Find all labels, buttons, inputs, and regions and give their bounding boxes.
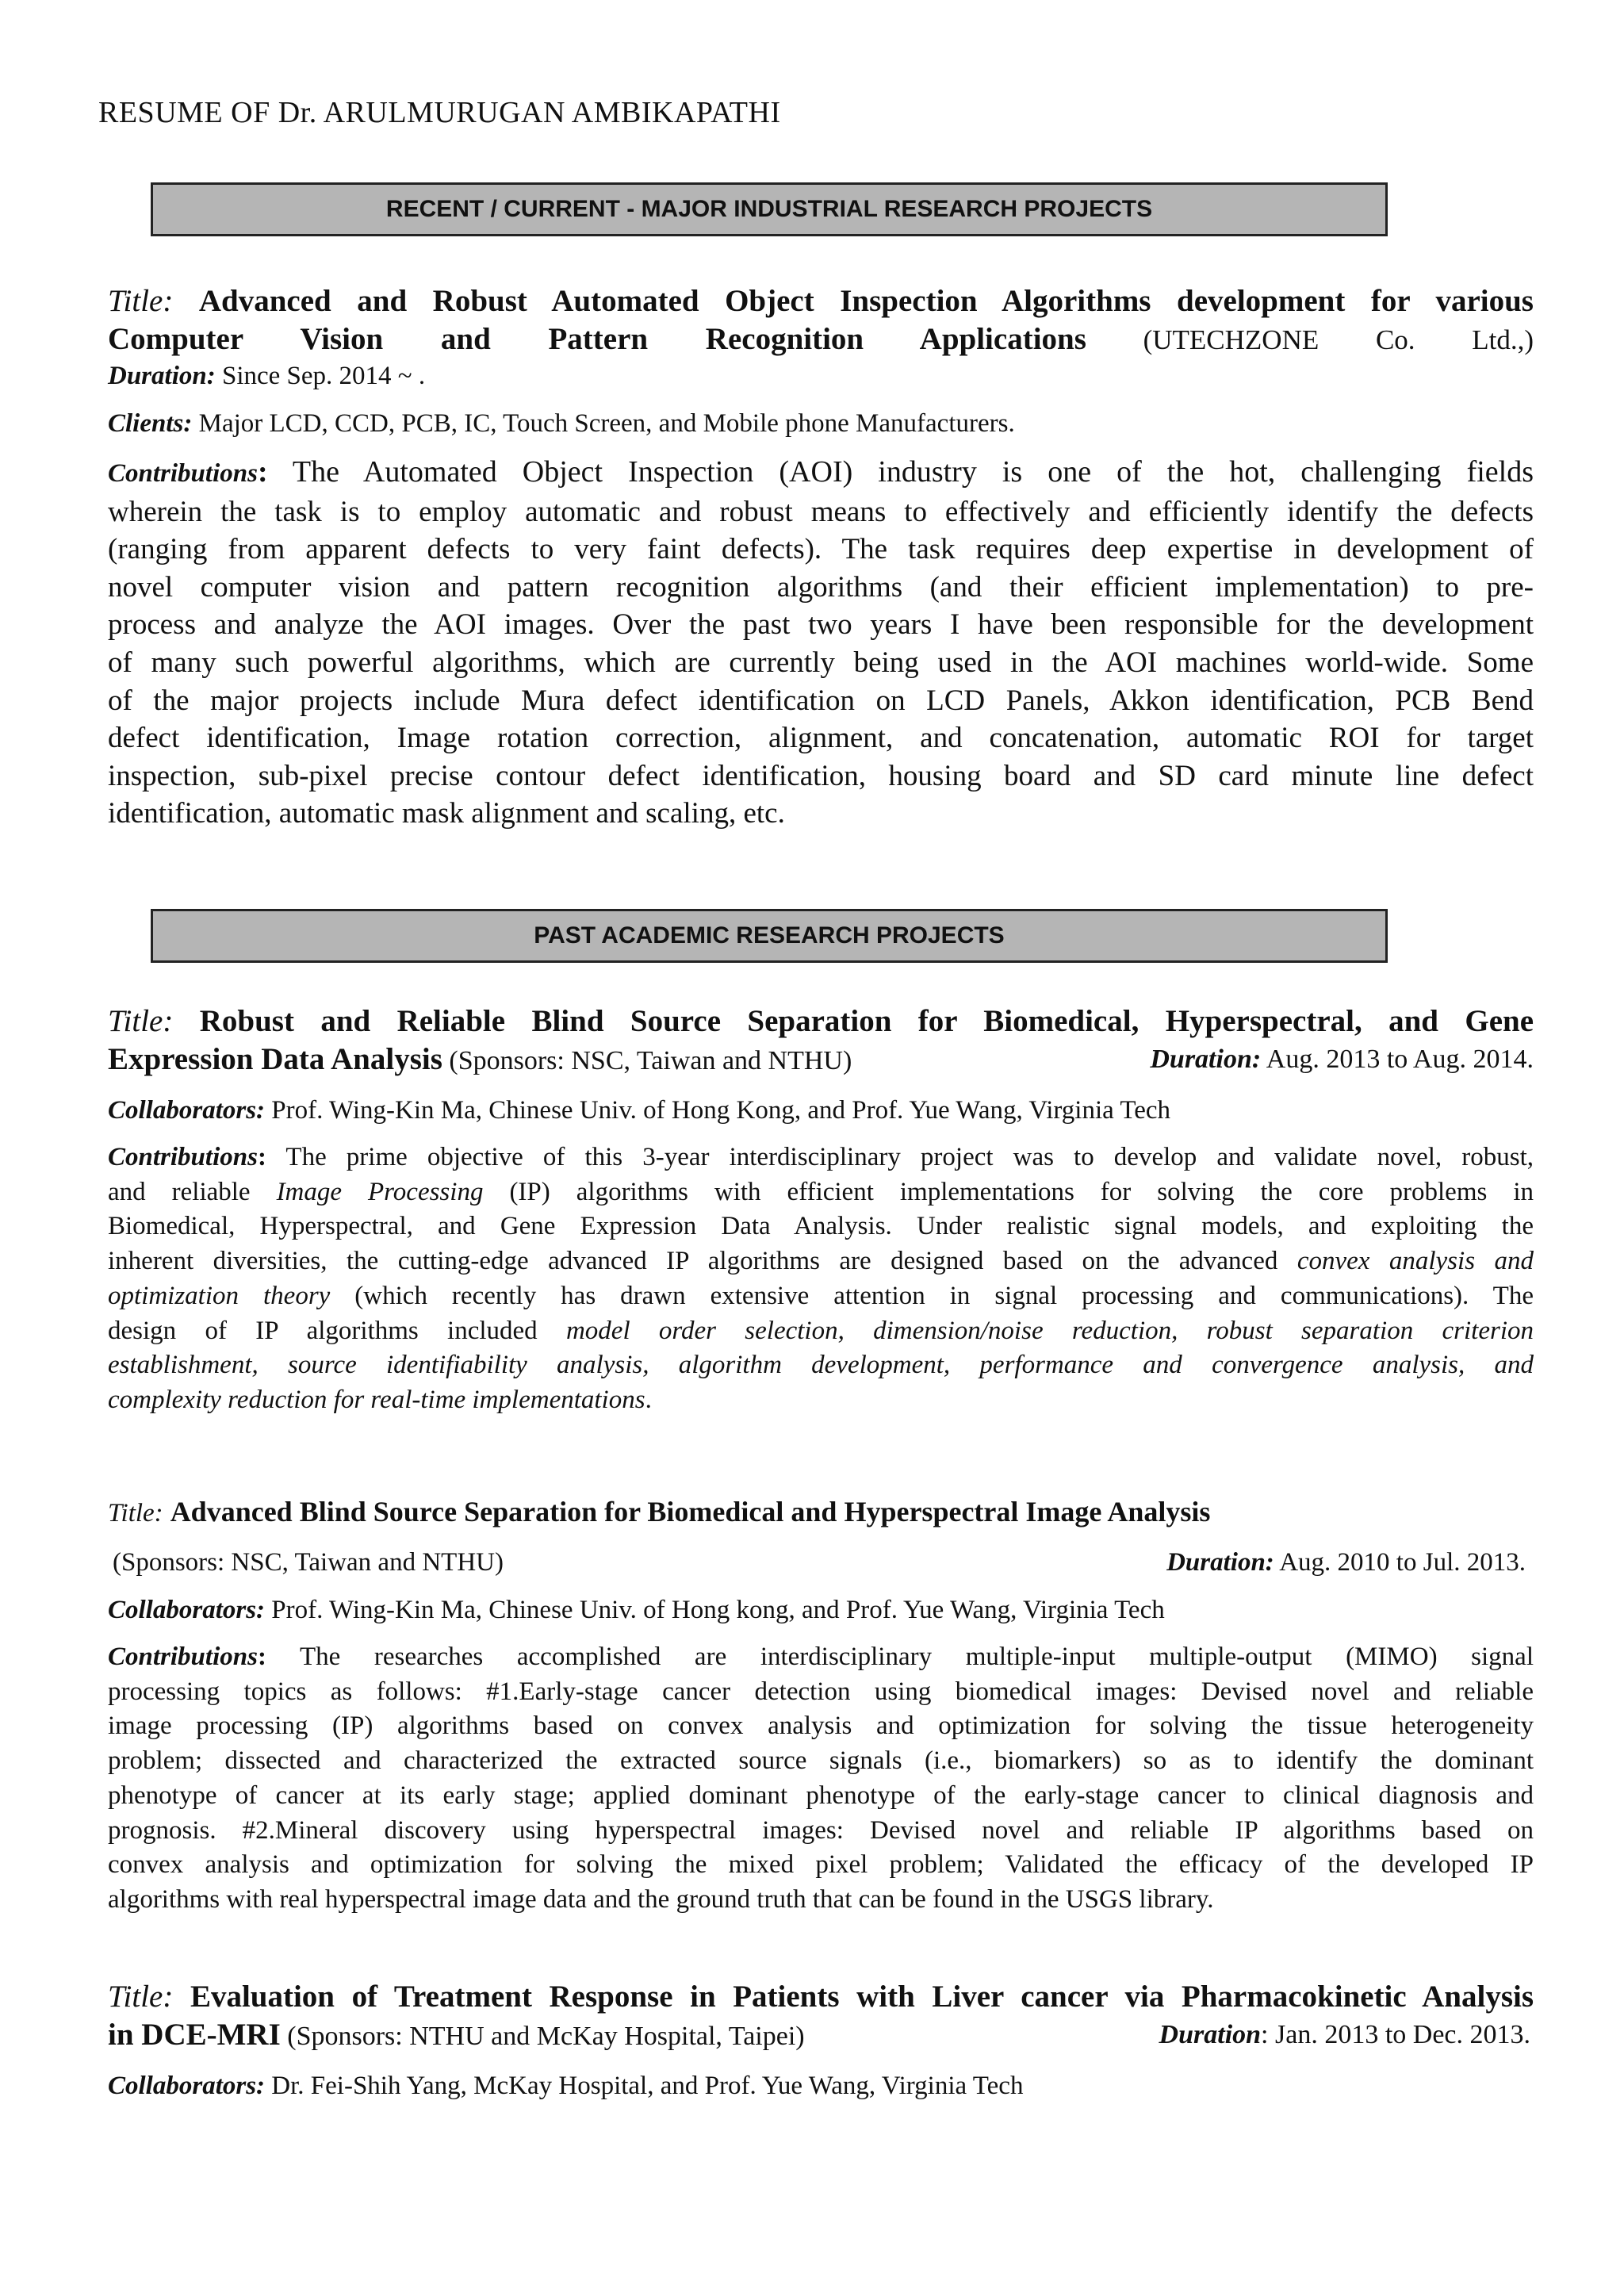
contributions-label: Contributions <box>108 459 258 488</box>
project-title: Computer Vision and Pattern Recognition Applications <box>108 322 1086 356</box>
project-title-line <box>108 1041 1534 1080</box>
project-title-line <box>108 1978 1534 2016</box>
contributions-block: Contributions: The Automated Object Inspection (AOI) industry is one of the hot, challenging fields wherein the task is to employ automatic and robust means to effectively and efficiently identify the defects (ranging from apparent defects to very faint defects). The task requires deep expertise in development of novel computer vision and pattern recognition algorithms (and their efficient implementation) to pre- process and analyze the AOI images. Over the past two years I have been responsible for the development of many such powerful algorithms, which are currently being used in the AOI machines world-wide. Some of the major projects include Mura defect identification on LCD Panels, Akkon identification, PCB Bend defect identification, Image rotation correction, alignment, and concatenation, automatic ROI for target inspection, sub-pixel precise contour defect identification, housing board and SD card minute line defect identification, automatic mask alignment and scaling, etc. <box>108 455 1534 830</box>
collaborators-value: Dr. Fei-Shih Yang, McKay Hospital, and Prof. Yue Wang, Virginia Tech <box>265 2072 1024 2100</box>
document-title: RESUME OF Dr. ARULMURUGAN AMBIKAPATHI <box>98 96 781 129</box>
title-label: Title: <box>108 1499 163 1527</box>
project-sponsors: (Sponsors: NTHU and McKay Hospital, Taipei) <box>280 2022 805 2051</box>
project-title: Advanced and Robust Automated Object Inspection Algorithms development for various <box>198 284 1534 318</box>
duration-value: Since Sep. 2014 ~ . <box>215 362 426 390</box>
collaborators-line <box>108 1093 1534 1128</box>
project-title-line <box>108 1002 1534 1041</box>
clients-value: Major LCD, CCD, PCB, IC, Touch Screen, and Mobile phone Manufacturers. <box>192 409 1015 438</box>
duration-line <box>108 358 1534 393</box>
project-title-line <box>108 1493 1534 1532</box>
title-label: Title: <box>108 284 174 318</box>
project-sponsors: (Sponsors: NSC, Taiwan and NTHU) <box>113 1548 504 1577</box>
project-liver-cancer <box>108 1978 1534 2103</box>
sponsors-duration-line <box>108 1545 1534 1580</box>
contributions-label: Contributions <box>108 1642 258 1671</box>
title-label: Title: <box>108 1980 174 2014</box>
project-advanced-bss <box>108 1493 1534 1918</box>
collaborators-line <box>108 2068 1534 2103</box>
duration-label: Duration: <box>1166 1548 1274 1577</box>
clients-label: Clients: <box>108 409 193 438</box>
section-header-industrial: RECENT / CURRENT - MAJOR INDUSTRIAL RESEARCH PROJECTS <box>151 182 1388 236</box>
duration-value: Aug. 2013 to Aug. 2014. <box>1261 1045 1534 1074</box>
duration-label: Duration: <box>108 362 216 390</box>
contributions-block: Contributions: The researches accomplished are interdisciplinary multiple-input multiple-output (MIMO) signal processing topics as follows: #1.Early-stage cancer detection using biomedical images: Devised novel and reliable image processing (IP) algorithms based on convex analysis and optimization for solving the tissue heterogeneity problem; dissected and characterized the extracted source signals (i.e., biomarkers) so as to identify the dominant phenotype of cancer at its early stage; applied dominant phenotype of the early-stage cancer to clinical diagnosis and prognosis. #2.Mineral discovery using hyperspectral images: Devised novel and reliable IP algorithms based on convex analysis and optimization for solving the mixed pixel problem; Validated the efficacy of the developed IP algorithms with real hyperspectral image data and the ground truth that can be found in the USGS library. <box>108 1642 1534 1914</box>
collaborators-label: Collaborators: <box>108 1596 266 1624</box>
project-title: Expression Data Analysis <box>108 1042 442 1076</box>
collaborators-label: Collaborators: <box>108 1096 266 1125</box>
section-header-academic: PAST ACADEMIC RESEARCH PROJECTS <box>151 909 1388 963</box>
collaborators-value: Prof. Wing-Kin Ma, Chinese Univ. of Hong kong, and Prof. Yue Wang, Virginia Tech <box>265 1596 1165 1624</box>
project-aoi <box>108 282 1534 833</box>
duration-label: Duration: <box>1150 1045 1262 1074</box>
collaborators-line <box>108 1593 1534 1627</box>
project-title: Robust and Reliable Blind Source Separation for Biomedical, Hyperspectral, and Gene <box>199 1004 1534 1038</box>
project-title: in DCE-MRI <box>108 2018 281 2052</box>
project-title: Evaluation of Treatment Response in Patients with Liver cancer via Pharmacokinetic Analysis <box>190 1980 1534 2014</box>
project-robust-bss <box>108 1002 1534 1418</box>
project-title-line <box>108 320 1534 358</box>
project-title-line <box>108 2016 1534 2056</box>
project-title-line <box>108 282 1534 320</box>
project-organization: (UTECHZONE Co. Ltd.,) <box>1086 324 1534 355</box>
project-title: Advanced Blind Source Separation for Biomedical and Hyperspectral Image Analysis <box>170 1496 1211 1527</box>
duration-label: Duration <box>1159 2020 1262 2049</box>
contributions-label: Contributions <box>108 1143 258 1171</box>
collaborators-label: Collaborators: <box>108 2072 266 2100</box>
title-label: Title: <box>108 1004 174 1038</box>
duration-value: : Jan. 2013 to Dec. 2013. <box>1261 2020 1530 2049</box>
contributions-block: Contributions: The prime objective of this 3-year interdisciplinary project was to develop and validate novel, robust, and reliable Image Processing (IP) algorithms with efficient implementations for solving the core problems in Biomedical, Hyperspectral, and Gene Expression Data Analysis. Under realistic signal models, and exploiting the inherent diversities, the cutting-edge advanced IP algorithms are designed based on the advanced convex analysis and optimization theory (which recently has drawn extensive attention in signal processing and communications). The design of IP algorithms included model order selection, dimension/noise reduction, robust separation criterion establishment, source identifiability analysis, algorithm development, performance and convergence analysis, and complexity reduction for real-time implementations. <box>108 1143 1534 1414</box>
collaborators-value: Prof. Wing-Kin Ma, Chinese Univ. of Hong Kong, and Prof. Yue Wang, Virginia Tech <box>265 1096 1171 1125</box>
clients-line <box>108 406 1534 441</box>
project-sponsors: (Sponsors: NSC, Taiwan and NTHU) <box>442 1046 852 1075</box>
duration-value: Aug. 2010 to Jul. 2013. <box>1274 1548 1526 1577</box>
